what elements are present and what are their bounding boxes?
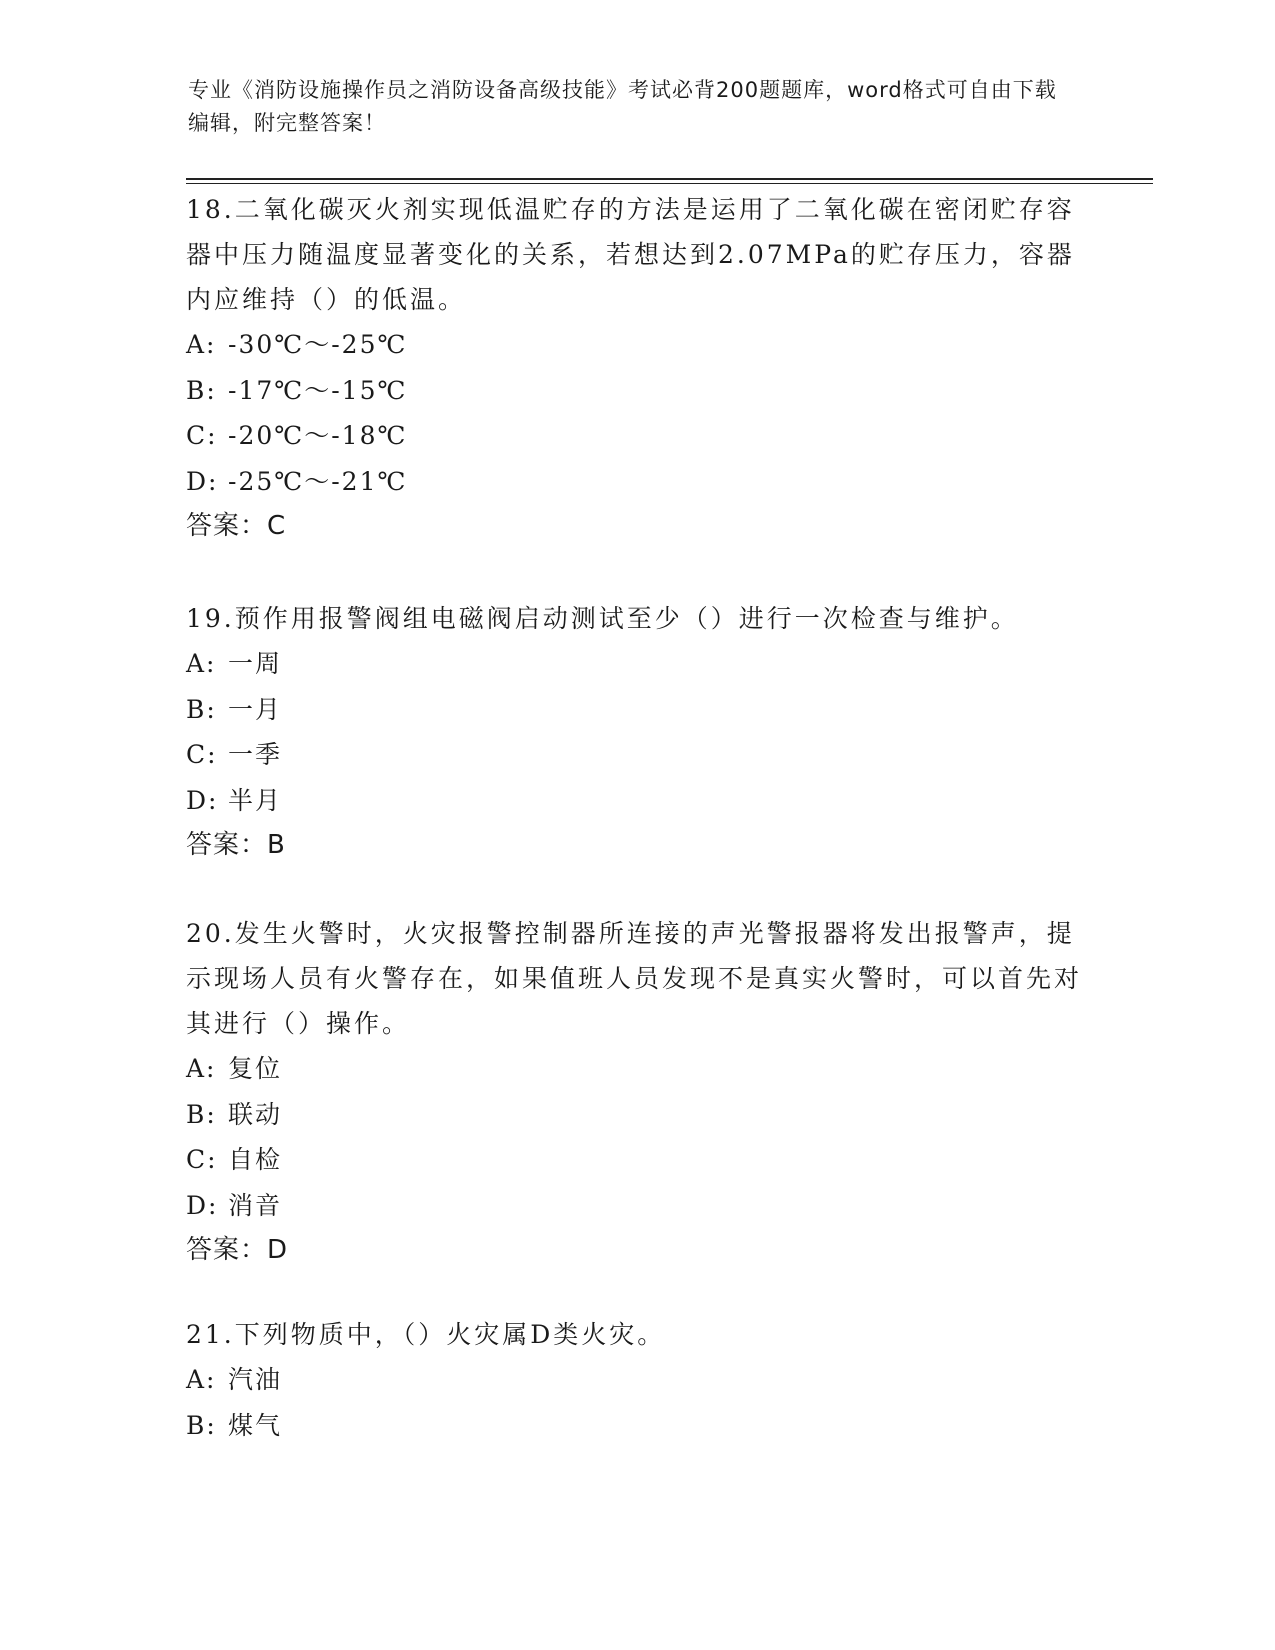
option-letter: B: (186, 694, 217, 724)
option-letter: A: (186, 330, 217, 359)
option-d (186, 459, 1086, 505)
option-c (186, 732, 1086, 778)
option-letter: B: (186, 375, 217, 405)
option-letter: B: (186, 1099, 217, 1129)
option-text: -30℃～-25℃ (228, 330, 408, 359)
option-text: 联动 (228, 1099, 283, 1129)
option-d (186, 778, 1086, 824)
option-b (186, 1403, 1086, 1449)
option-letter: D: (186, 785, 219, 815)
question-18 (186, 187, 1086, 549)
question-stem: 19.预作用报警阀组电磁阀启动测试至少（）进行一次检查与维护。 (186, 604, 1019, 633)
question-21 (186, 1312, 1086, 1448)
option-letter: C: (186, 740, 218, 769)
question-stem: 21.下列物质中，（）火灾属D类火灾。 (186, 1320, 666, 1349)
option-text: 一周 (228, 649, 283, 678)
option-a (186, 322, 1086, 368)
answer-line: 答案：C (186, 511, 287, 541)
header-rule-thin (186, 183, 1153, 184)
question-20 (186, 911, 1086, 1273)
option-text: 煤气 (228, 1410, 283, 1440)
option-letter: B: (186, 1410, 217, 1440)
document-header: 专业《消防设施操作员之消防设备高级技能》考试必背200题题库，word格式可自由下载编辑，附完整答案！ (188, 78, 1057, 135)
option-b (186, 368, 1086, 414)
option-letter: C: (186, 1145, 218, 1174)
option-text: 自检 (228, 1145, 283, 1174)
question-19 (186, 596, 1086, 868)
option-letter: A: (186, 649, 217, 678)
option-text: 一月 (228, 694, 283, 724)
option-letter: D: (186, 466, 219, 496)
option-letter: A: (186, 1054, 217, 1083)
option-text: -20℃～-18℃ (228, 421, 408, 450)
option-text: 消音 (228, 1190, 283, 1220)
answer-line: 答案：B (186, 830, 286, 860)
option-letter: A: (186, 1365, 217, 1394)
option-text: 汽油 (228, 1365, 283, 1394)
question-stem: 18.二氧化碳灭火剂实现低温贮存的方法是运用了二氧化碳在密闭贮存容器中压力随温度显著变化的关系，若想达到2.07MPa的贮存压力，容器内应维持（）的低温。 (186, 195, 1075, 314)
option-text: 一季 (228, 740, 283, 769)
option-d (186, 1183, 1086, 1229)
header-rule-thick (186, 178, 1153, 180)
option-c (186, 1137, 1086, 1183)
option-a (186, 1357, 1086, 1403)
answer-line: 答案：D (186, 1235, 289, 1265)
option-letter: C: (186, 421, 218, 450)
option-text: 半月 (228, 785, 283, 815)
option-letter: D: (186, 1190, 219, 1220)
option-text: -17℃～-15℃ (228, 375, 408, 405)
option-b (186, 1092, 1086, 1138)
option-text: -25℃～-21℃ (228, 466, 408, 496)
option-c (186, 413, 1086, 459)
question-stem: 20.发生火警时，火灾报警控制器所连接的声光警报器将发出报警声，提示现场人员有火警存在，如果值班人员发现不是真实火警时，可以首先对其进行（）操作。 (186, 919, 1083, 1038)
option-b (186, 687, 1086, 733)
option-text: 复位 (228, 1054, 283, 1083)
option-a (186, 1046, 1086, 1092)
option-a (186, 641, 1086, 687)
